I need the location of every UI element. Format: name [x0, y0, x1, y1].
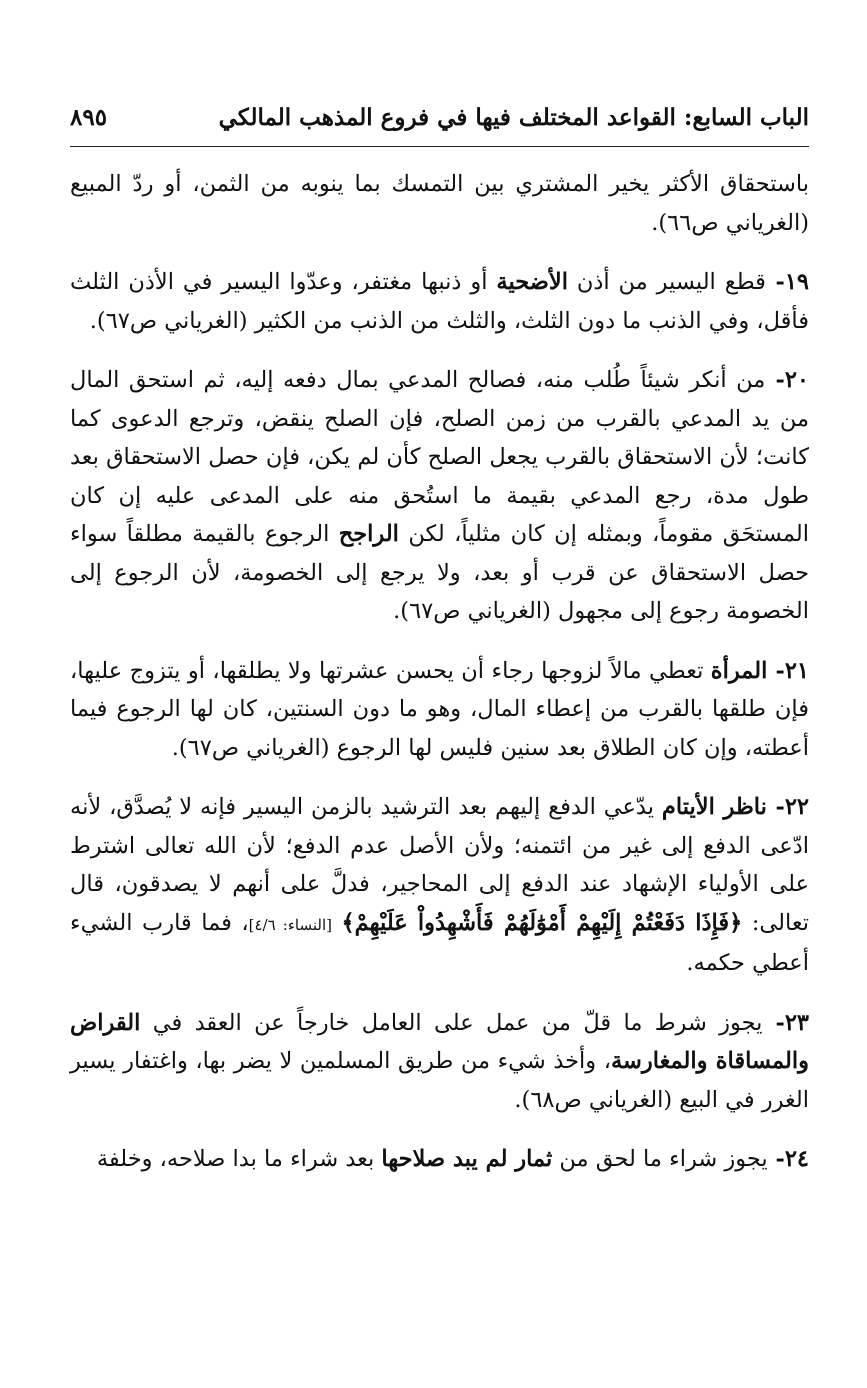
paragraph-continued	[70, 165, 809, 242]
item-number: ٢٢	[784, 794, 810, 820]
paragraph-text: باستحقاق الأكثر يخير المشتري بين التمسك بما ينوبه من الثمن، أو ردّ المبيع (الغرياني ص٦٦).	[70, 171, 809, 236]
paragraph-text: يجوز شرط ما قلّ من عمل على العامل خارجاً عن العقد في	[140, 1009, 763, 1036]
bold-term: ثمار لم يبد صلاحها	[381, 1146, 553, 1172]
paragraph-text: يدّعي الدفع إليهم بعد الترشيد بالزمن اليسير فإنه لا يُصدَّق، لأنه ادّعى الدفع إلى غير من ائتمنه؛ ولأن الأصل عدم الدفع؛ لأن الله تعالى اشترط على الأولياء الإشهاد عند الدفع إلى المحاجير، فدلَّ على أنهم لا يصدقون، قال تعالى:	[70, 794, 809, 936]
item-number: ٢٣	[784, 1009, 809, 1036]
item-number: ٢٠	[784, 367, 809, 393]
quran-reference: [النساء: ٤/٦]	[248, 915, 332, 934]
page-number: ٨٩٥	[70, 104, 108, 131]
item-number: ٢١	[784, 657, 810, 684]
paragraph-23: ٢٣- يجوز شرط ما قلّ من عمل على العامل خارجاً عن العقد في القراض والمساقاة والمغارسة، وأخذ شيء من طريق المسلمين لا يضر بها، واغتفار يسير الغرر في البيع (الغرياني ص٦٨).	[70, 1009, 809, 1113]
paragraph-21: ٢١- المرأة تعطي مالاً لزوجها رجاء أن يحسن عشرتها ولا يطلقها، أو يتزوج عليها، فإن طلقها بالقرب من إعطاء المال، وهو ما دون السنتين، كان لها الرجوع فيما أعطته، وإن كان الطلاق بعد سنين فليس لها الرجوع (الغرياني ص٦٧).	[70, 657, 810, 761]
paragraph-text: أو ذنبها مغتفر، وعدّوا اليسير في الأذن الثلث فأقل، وفي الذنب ما دون الثلث، والثلث من الذنب من الكثير (الغرياني ص٦٧).	[70, 269, 809, 334]
quran-verse: ﴿فَإِذَا دَفَعْتُمْ إِلَيْهِمْ أَمْوَٰلَهُمْ فَأَشْهِدُواْ عَلَيْهِمْ﴾	[341, 909, 743, 936]
bold-term: الأضحية	[496, 269, 568, 295]
paragraph-text: بعد شراء ما بدا صلاحه، وخلفة	[96, 1146, 382, 1172]
item-number: ٢٤	[784, 1146, 809, 1172]
running-head: الباب السابع: القواعد المختلف فيها في فروع المذهب المالكي	[218, 104, 809, 131]
page-body	[70, 165, 809, 1200]
bold-term: الراجح	[338, 521, 399, 547]
paragraph-text: الرجوع بالقيمة مطلقاً سواء حصل الاستحقاق عن قرب أو بعد، ولا يرجع إلى الخصومة، لأن الرجوع إلى الخصومة رجوع إلى مجهول (الغرياني ص٦٧).	[70, 521, 809, 624]
paragraph-text: ، وأخذ شيء من طريق المسلمين لا يضر بها، واغتفار يسير الغرر في البيع (الغرياني ص٦٨).	[70, 1048, 809, 1113]
paragraph-text: يجوز شراء ما لحق من	[552, 1146, 768, 1172]
paragraph-text: من أنكر شيئاً طُلب منه، فصالح المدعي بمال دفعه إليه، ثم استحق المال من يد المدعي بالقرب من زمن الصلح، فإن الصلح ينقض، وترجع الدعوى كما كانت؛ لأن الاستحقاق بالقرب يجعل الصلح كأن لم يكن، فإن حصل الاستحقاق بعد طول مدة، رجع المدعي بقيمة ما استُحق منه على المدعى عليه إن كان المستحَق مقوماً، وبمثله إن كان مثلياً، لكن	[70, 367, 809, 547]
paragraph-text: قطع اليسير من أذن	[567, 269, 766, 295]
paragraph-text: ، فما قارب الشيء أعطي حكمه.	[70, 909, 809, 976]
bold-term: القراض والمساقاة والمغارسة	[70, 1009, 809, 1074]
bold-term: ناظر الأيتام	[661, 794, 767, 820]
paragraph-22: ٢٢- ناظر الأيتام يدّعي الدفع إليهم بعد الترشيد بالزمن اليسير فإنه لا يُصدَّق، لأنه ادّعى الدفع إلى غير من ائتمنه؛ ولأن الأصل عدم الدفع؛ لأن الله تعالى اشترط على الأولياء الإشهاد عند الدفع إلى المحاجير، فدلَّ على أنهم لا يصدقون، قال تعالى: ﴿فَإِذَا دَفَعْتُمْ إِلَيْهِمْ أَمْوَٰلَهُمْ فَأَشْهِدُواْ عَلَيْهِمْ﴾ [النساء: ٤/٦]، فما قارب الشيء أعطي حكمه.	[70, 794, 810, 976]
page-header	[70, 100, 809, 147]
paragraph-text: تعطي مالاً لزوجها رجاء أن يحسن عشرتها ولا يطلقها، أو يتزوج عليها، فإن طلقها بالقرب من إعطاء المال، وهو ما دون السنتين، كان لها الرجوع فيما أعطته، وإن كان الطلاق بعد سنين فليس لها الرجوع (الغرياني ص٦٧).	[70, 657, 809, 761]
paragraph-19: ١٩- قطع اليسير من أذن الأضحية أو ذنبها مغتفر، وعدّوا اليسير في الأذن الثلث فأقل، وفي الذنب ما دون الثلث، والثلث من الذنب من الكثير (الغرياني ص٦٧).	[70, 269, 810, 334]
paragraph-20: ٢٠- من أنكر شيئاً طُلب منه، فصالح المدعي بمال دفعه إليه، ثم استحق المال من يد المدعي بالقرب من زمن الصلح، فإن الصلح ينقض، وترجع الدعوى كما كانت؛ لأن الاستحقاق بالقرب يجعل الصلح كأن لم يكن، فإن حصل الاستحقاق بعد طول مدة، رجع المدعي بقيمة ما استُحق منه على المدعى عليه إن كان المستحَق مقوماً، وبمثله إن كان مثلياً، لكن الراجح الرجوع بالقيمة مطلقاً سواء حصل الاستحقاق عن قرب أو بعد، ولا يرجع إلى الخصومة، لأن الرجوع إلى الخصومة رجوع إلى مجهول (الغرياني ص٦٧).	[70, 367, 809, 624]
item-number: ١٩	[784, 269, 810, 295]
bold-term: المرأة	[710, 657, 768, 684]
paragraph-24: ٢٤- يجوز شراء ما لحق من ثمار لم يبد صلاحها بعد شراء ما بدا صلاحه، وخلفة	[96, 1146, 809, 1172]
